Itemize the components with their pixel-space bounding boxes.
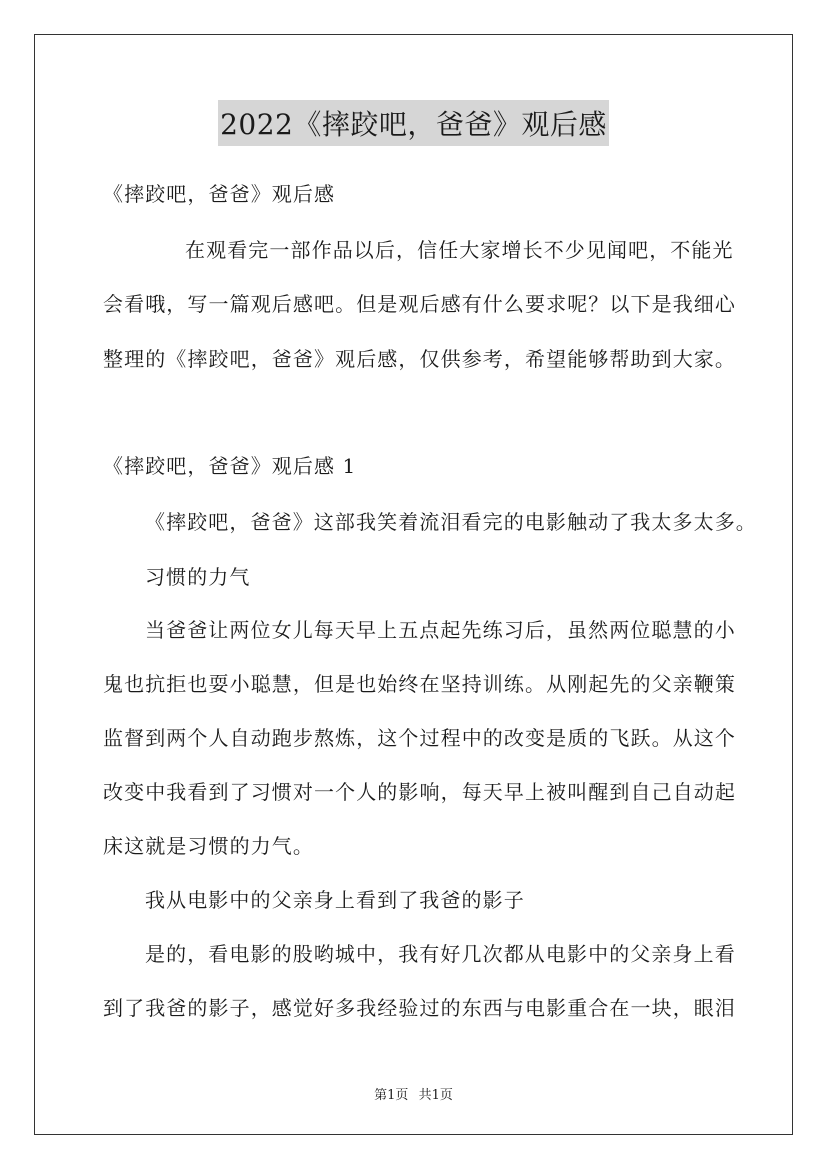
intro-line-2: 会看哦，写一篇观后感吧。但是观后感有什么要求呢？以下是我细心 (103, 292, 736, 316)
body-subheading: 习惯的力气 (145, 565, 251, 589)
body-paragraph-line: 鬼也抗拒也耍小聪慧，但是也始终在坚持训练。从刚起先的父亲鞭策 (103, 672, 736, 696)
body-paragraph-line: 床这就是习惯的力气。 (103, 834, 314, 858)
body-paragraph-line: 当爸爸让两位女儿每天早上五点起先练习后，虽然两位聪慧的小 (145, 618, 736, 642)
body-paragraph-line: 监督到两个人自动跑步熬炼，这个过程中的改变是质的飞跃。从这个 (103, 726, 736, 750)
page-number: 第1页 (374, 1088, 409, 1103)
body-paragraph-line: 是的，看电影的股哟城中，我有好几次都从电影中的父亲身上看 (145, 942, 736, 966)
body-subheading: 我从电影中的父亲身上看到了我爸的影子 (145, 888, 525, 912)
document-title: 2022《摔跤吧，爸爸》观后感 (218, 100, 609, 146)
intro-line-3: 整理的《摔跤吧，爸爸》观后感，仅供参考，希望能够帮助到大家。 (103, 347, 736, 371)
body-paragraph-line: 改变中我看到了习惯对一个人的影响，每天早上被叫醒到自己自动起 (103, 780, 736, 804)
page-footer (0, 1084, 827, 1103)
subtitle: 《摔跤吧，爸爸》观后感 (103, 182, 336, 206)
page-total: 共1页 (418, 1088, 453, 1103)
body-paragraph-line: 到了我爸的影子，感觉好多我经验过的东西与电影重合在一块，眼泪 (103, 996, 736, 1020)
body-paragraph-line: 《摔跤吧，爸爸》这部我笑着流泪看完的电影触动了我太多太多。 (145, 510, 757, 534)
document-title-container (0, 100, 827, 146)
intro-line-1: 在观看完一部作品以后，信任大家增长不少见闻吧，不能光 (185, 238, 734, 262)
section-heading: 《摔跤吧，爸爸》观后感 1 (103, 454, 357, 478)
